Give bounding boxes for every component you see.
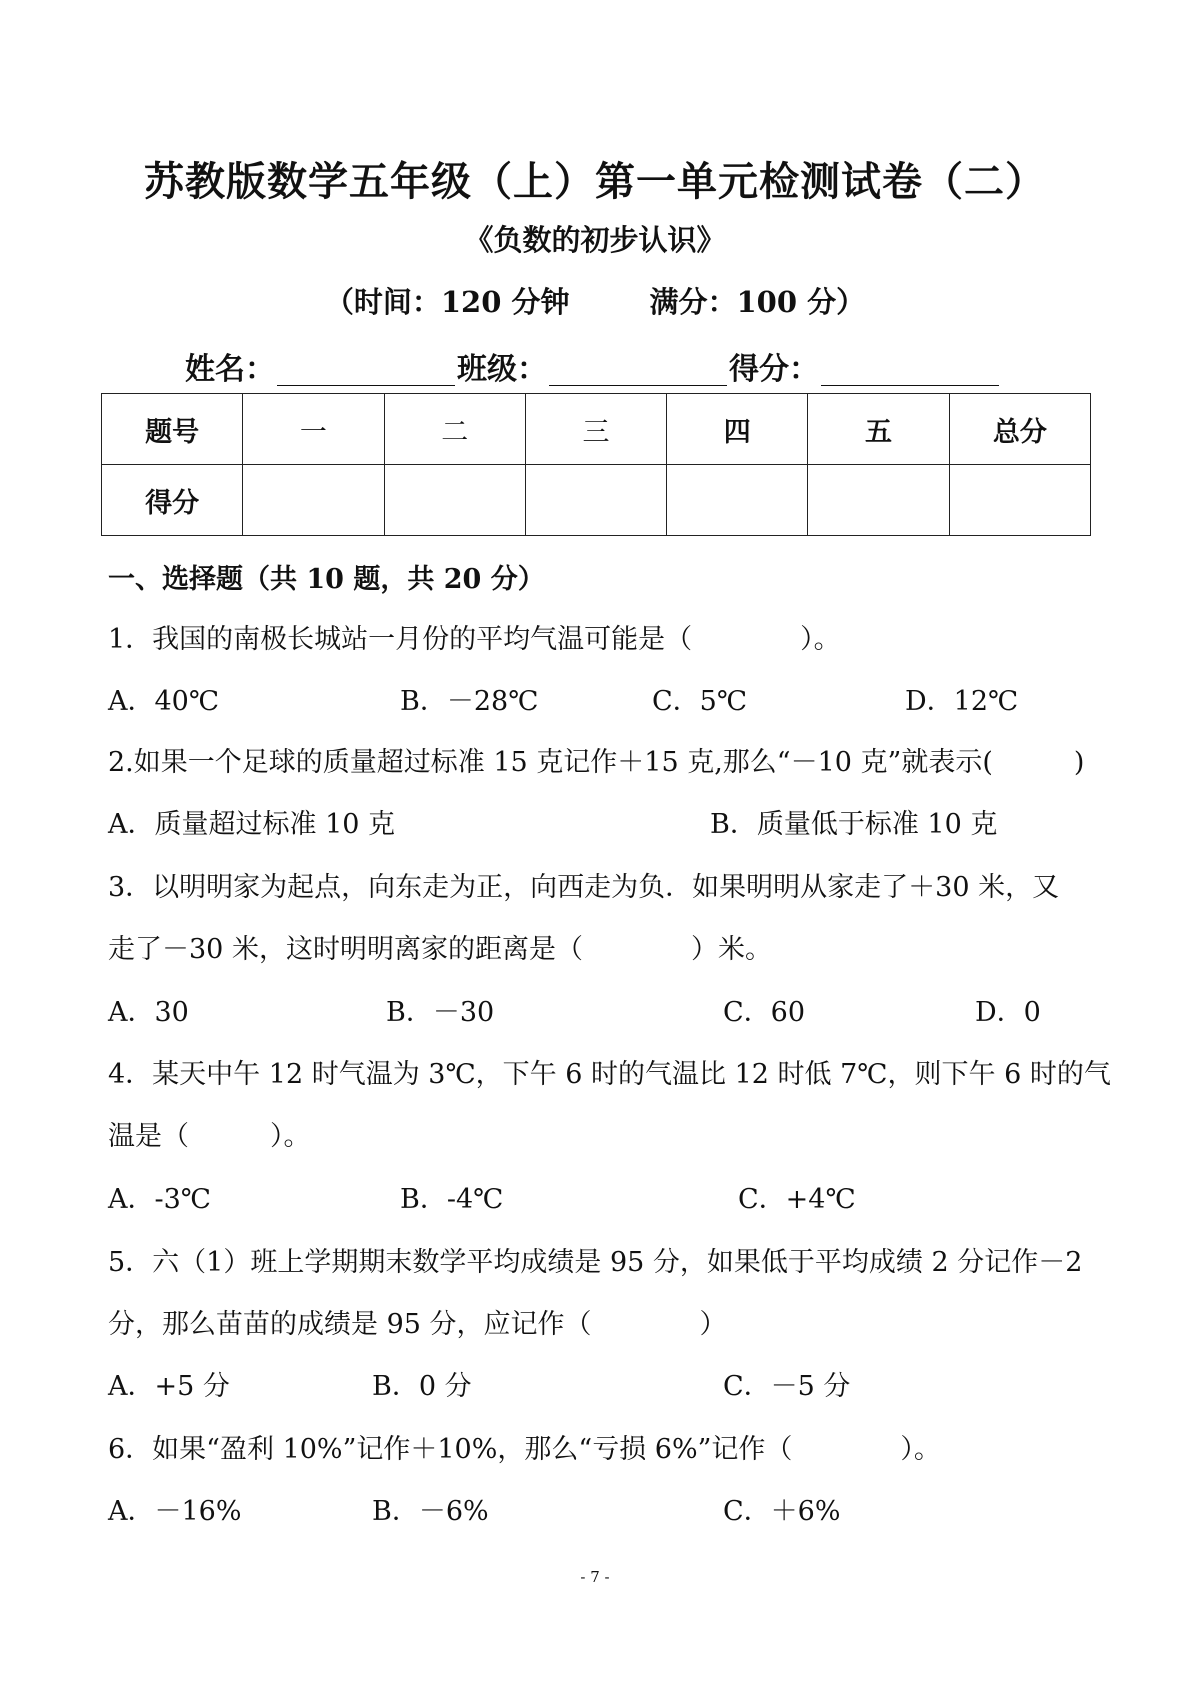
exam-title: 苏教版数学五年级（上）第一单元检测试卷（二） bbox=[144, 158, 1046, 205]
q3-option-a: A．30 bbox=[108, 997, 189, 1028]
row-label-cell: 得分 bbox=[102, 465, 243, 536]
q3-option-d: D．0 bbox=[975, 997, 1041, 1028]
q1-option-c: C．5℃ bbox=[652, 686, 748, 717]
q5-option-b: B．0 分 bbox=[372, 1371, 472, 1402]
score-label: 得分： bbox=[729, 352, 819, 387]
question-5-line-2: 分，那么苗苗的成绩是 95 分，应记作（ ） bbox=[108, 1309, 727, 1340]
header-cell: 五 bbox=[808, 394, 949, 465]
question-4-line-1: 4．某天中午 12 时气温为 3℃，下午 6 时的气温比 12 时低 7℃，则下午 6 时的气 bbox=[108, 1059, 1111, 1090]
class-blank[interactable] bbox=[549, 355, 727, 386]
name-label: 姓名： bbox=[185, 352, 275, 387]
q4-option-b: B．-4℃ bbox=[400, 1184, 504, 1215]
time-and-score-line bbox=[0, 280, 1190, 321]
score-cell[interactable] bbox=[525, 465, 666, 536]
q6-option-b: B．－6% bbox=[372, 1496, 489, 1527]
score-blank[interactable] bbox=[821, 355, 999, 386]
score-cell[interactable] bbox=[949, 465, 1090, 536]
q6-option-a: A．－16% bbox=[108, 1496, 242, 1527]
score-cell[interactable] bbox=[667, 465, 808, 536]
score-cell[interactable] bbox=[243, 465, 384, 536]
header-cell: 题号 bbox=[102, 394, 243, 465]
question-3-line-1: 3．以明明家为起点，向东走为正，向西走为负．如果明明从家走了＋30 米，又 bbox=[108, 872, 1060, 903]
q1-option-d: D．12℃ bbox=[905, 686, 1019, 717]
name-blank[interactable] bbox=[277, 355, 455, 386]
section-title: 一、选择题（共 10 题，共 20 分） bbox=[108, 564, 545, 595]
score-table-score-row bbox=[102, 465, 1091, 536]
q4-option-a: A．-3℃ bbox=[108, 1184, 212, 1215]
score-cell[interactable] bbox=[808, 465, 949, 536]
score-cell[interactable] bbox=[384, 465, 525, 536]
header-cell: 四 bbox=[667, 394, 808, 465]
question-5-line-1: 5．六（1）班上学期期末数学平均成绩是 95 分，如果低于平均成绩 2 分记作－2 bbox=[108, 1247, 1083, 1278]
q1-option-a: A．40℃ bbox=[108, 686, 220, 717]
score-table-header-row bbox=[102, 394, 1091, 465]
q5-option-a: A．+5 分 bbox=[108, 1371, 230, 1402]
header-cell: 一 bbox=[243, 394, 384, 465]
page-number: - 7 - bbox=[580, 1568, 610, 1586]
question-3-line-2: 走了－30 米，这时明明离家的距离是（ ）米。 bbox=[108, 934, 772, 965]
q3-option-b: B．－30 bbox=[386, 997, 495, 1028]
question-4-line-2: 温是（ ）。 bbox=[108, 1121, 311, 1152]
header-cell: 三 bbox=[525, 394, 666, 465]
q1-option-b: B．－28℃ bbox=[400, 686, 539, 717]
exam-subtitle: 《负数的初步认识》 bbox=[464, 223, 726, 257]
question-1: 1．我国的南极长城站一月份的平均气温可能是（ ）。 bbox=[108, 624, 841, 655]
q3-option-c: C．60 bbox=[723, 997, 806, 1028]
q6-option-c: C．＋6% bbox=[723, 1496, 841, 1527]
student-info-line bbox=[185, 344, 1001, 388]
q4-option-c: C．+4℃ bbox=[738, 1184, 856, 1215]
class-label: 班级： bbox=[457, 352, 547, 387]
full-score: 满分：100 分） bbox=[649, 285, 866, 319]
header-cell: 总分 bbox=[949, 394, 1090, 465]
q2-option-a: A．质量超过标准 10 克 bbox=[108, 809, 396, 840]
time-limit: （时间：120 分钟 bbox=[324, 285, 570, 319]
score-table bbox=[101, 393, 1091, 536]
q2-option-b: B．质量低于标准 10 克 bbox=[710, 809, 998, 840]
question-2: 2.如果一个足球的质量超过标准 15 克记作＋15 克,那么“－10 克”就表示( ) bbox=[108, 747, 1085, 778]
question-6: 6．如果“盈利 10%”记作＋10%，那么“亏损 6%”记作（ ）。 bbox=[108, 1434, 941, 1465]
q5-option-c: C．－5 分 bbox=[723, 1371, 851, 1402]
header-cell: 二 bbox=[384, 394, 525, 465]
